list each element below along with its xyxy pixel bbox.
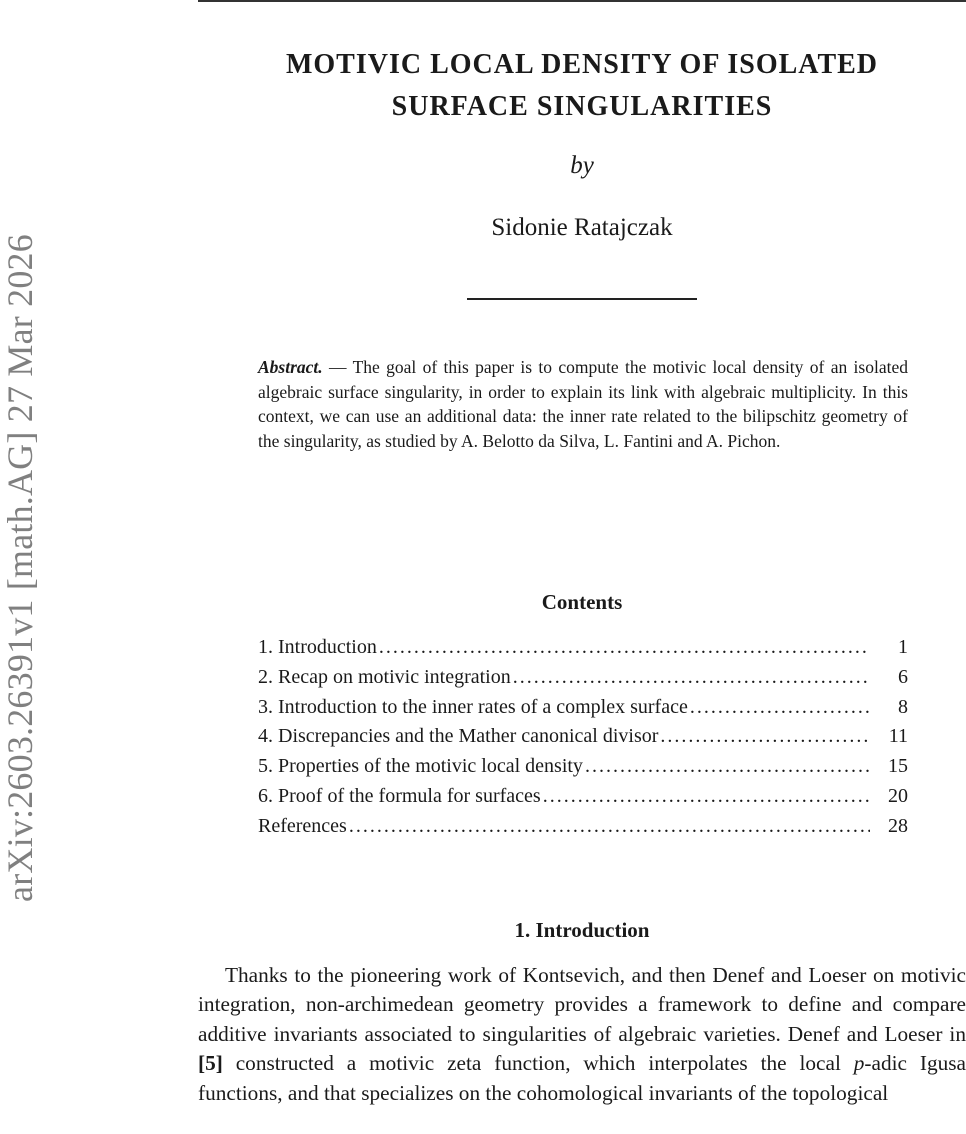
toc-entry-proof-formula[interactable] <box>258 782 908 812</box>
toc-entry-page: 6 <box>898 665 908 688</box>
abstract-text: The goal of this paper is to compute the motivic local density of an isolated algebraic surface singularity, in order to explain its link with algebraic multiplicity. In this context, we can use an additional data: the inner rate related to the bilipschitz geometry of the singularity, as studied by A. Belotto da Silva, L. Fantini and A. Pichon. <box>258 357 908 451</box>
toc-entry-page: 15 <box>888 755 908 778</box>
toc-entry-recap-motivic-integration[interactable] <box>258 663 908 693</box>
toc-entry-label: References <box>258 814 347 837</box>
toc-entry-properties-local-density[interactable] <box>258 752 908 782</box>
introduction-paragraph <box>198 961 966 1108</box>
toc-entry-label: 2. Recap on motivic integration <box>258 665 511 688</box>
toc-entry-page: 8 <box>898 695 908 718</box>
toc-leader-dots <box>349 812 870 842</box>
by-line: by <box>570 152 594 179</box>
section-heading-introduction: 1. Introduction <box>514 918 650 942</box>
paper-title <box>198 44 966 128</box>
abstract-label: Abstract. <box>258 357 323 377</box>
toc-entry-inner-rates[interactable] <box>258 693 908 723</box>
toc-entry-page: 20 <box>888 784 908 807</box>
table-of-contents <box>258 633 908 842</box>
title-line-1: MOTIVIC LOCAL DENSITY OF ISOLATED <box>285 49 879 80</box>
toc-entry-page: 1 <box>898 636 908 658</box>
paragraph-text: constructed a motivic zeta function, which interpolates the local <box>222 1051 854 1076</box>
paragraph-text: -adic Igusa functions, and that specializes on the cohomological invariants of the topological <box>198 1051 966 1105</box>
toc-leader-dots <box>513 663 870 693</box>
abstract <box>258 355 908 453</box>
toc-entry-introduction[interactable] <box>258 633 908 663</box>
toc-leader-dots <box>543 782 870 812</box>
title-line-2: SURFACE SINGULARITIES <box>391 91 773 122</box>
toc-leader-dots <box>379 633 870 663</box>
toc-entry-page: 11 <box>888 725 908 748</box>
toc-entry-label: 6. Proof of the formula for surfaces <box>258 784 541 807</box>
toc-entry-label: 4. Discrepancies and the Mather canonical divisor <box>258 725 659 748</box>
toc-entry-label: 3. Introduction to the inner rates of a complex surface <box>258 695 688 718</box>
toc-entry-label: 5. Properties of the motivic local density <box>258 755 583 778</box>
contents-heading: Contents <box>541 590 623 614</box>
paragraph-text: Thanks to the pioneering work of Kontsevich, and then Denef and Loeser on motivic integration, non-archimedean geometry provides a framework to define and compare additive invariants associated to singularities of algebraic varieties. Denef and Loeser in <box>198 963 966 1046</box>
toc-entry-discrepancies[interactable] <box>258 722 908 752</box>
toc-leader-dots <box>585 752 870 782</box>
toc-leader-dots <box>690 693 870 723</box>
toc-entry-label: 1. Introduction <box>258 636 377 658</box>
math-variable: p <box>853 1051 865 1076</box>
citation-link[interactable]: [5] <box>198 1051 223 1076</box>
title-separator <box>467 298 697 300</box>
arxiv-identifier: arXiv:2603.26391v1 [math.AG] 27 Mar 2026 <box>0 233 40 902</box>
toc-leader-dots <box>660 722 870 752</box>
top-rule <box>198 0 966 2</box>
abstract-dash: — <box>322 357 353 377</box>
toc-entry-references[interactable] <box>258 812 908 842</box>
arxiv-sidebar <box>0 175 40 960</box>
author-name: Sidonie Ratajczak <box>491 214 673 241</box>
toc-entry-page: 28 <box>888 814 908 837</box>
